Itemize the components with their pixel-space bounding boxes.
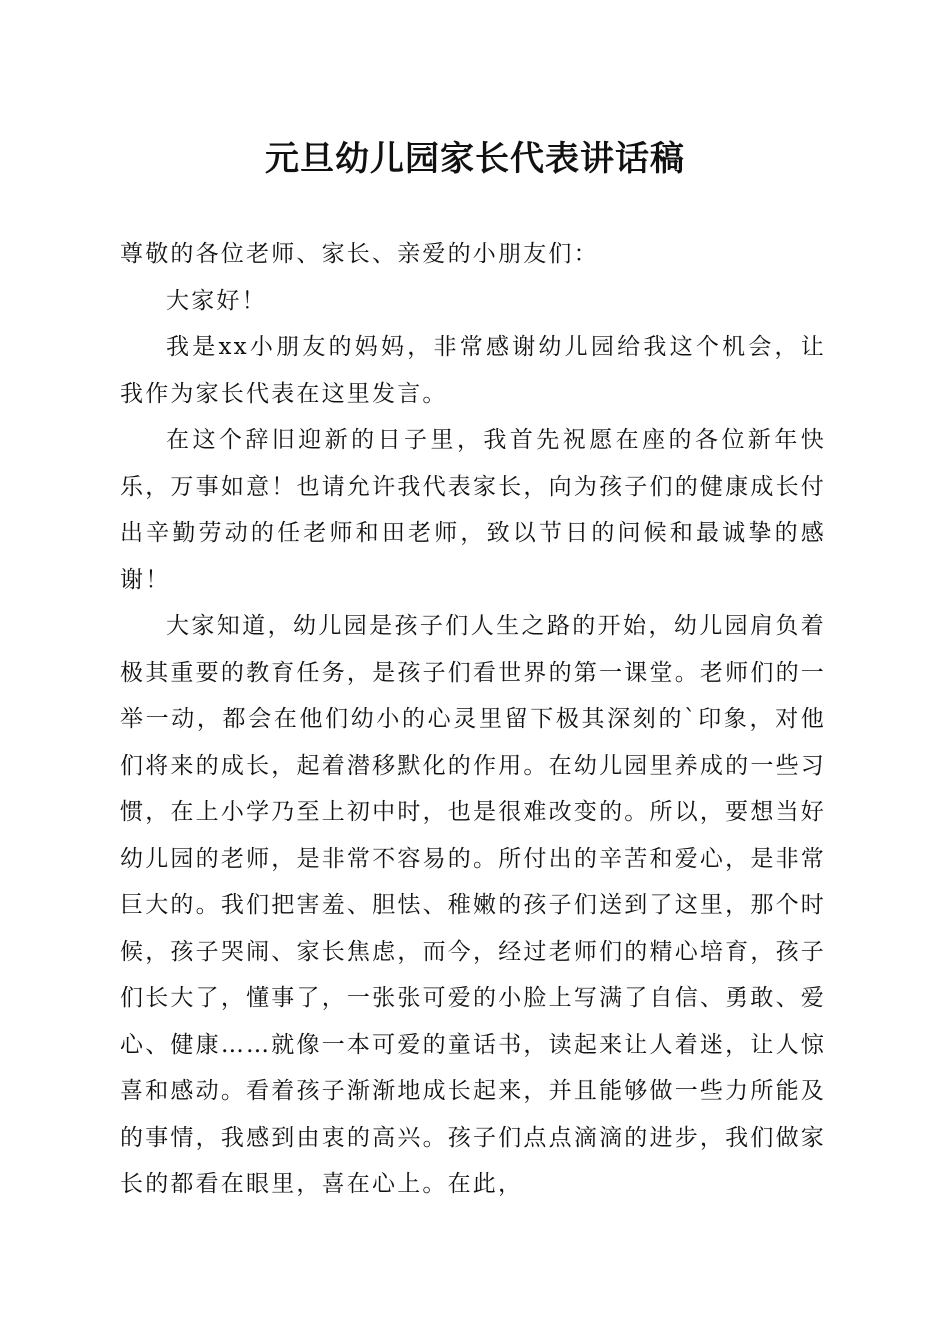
paragraph-introduction: 我是xx小朋友的妈妈，非常感谢幼儿园给我这个机会，让我作为家长代表在这里发言。 (120, 334, 826, 407)
document-title: 元旦幼儿园家长代表讲话稿 (265, 139, 685, 179)
paragraph-new-year-wishes: 在这个辞旧迎新的日子里，我首先祝愿在座的各位新年快乐，万事如意！也请允许我代表家长，向为孩子们的健康成长付出辛勤劳动的任老师和田老师，致以节日的问候和最诚挚的感谢！ (120, 427, 826, 593)
document-body (120, 231, 826, 1208)
paragraph-kindergarten-importance: 大家知道，幼儿园是孩子们人生之路的开始，幼儿园肩负着极其重要的教育任务，是孩子们看世界的第一课堂。老师们的一举一动，都会在他们幼小的心灵里留下极其深刻的`印象，对他们将来的成长，起着潜移默化的作用。在幼儿园里养成的一些习惯，在上小学乃至上初中时，也是很难改变的。所以，要想当好幼儿园的老师，是非常不容易的。所付出的辛苦和爱心，是非常巨大的。我们把害羞、胆怯、稚嫩的孩子们送到了这里，那个时候，孩子哭闹、家长焦虑，而今，经过老师们的精心培育，孩子们长大了，懂事了，一张张可爱的小脸上写满了自信、勇敢、爱心、健康……就像一本可爱的童话书，读起来让人着迷，让人惊喜和感动。看着孩子渐渐地成长起来，并且能够做一些力所能及的事情，我感到由衷的高兴。孩子们点点滴滴的进步，我们做家长的都看在眼里，喜在心上。在此， (120, 613, 826, 1197)
salutation: 尊敬的各位老师、家长、亲爱的小朋友们： (120, 241, 599, 267)
paragraph-greeting: 大家好！ (166, 287, 267, 314)
